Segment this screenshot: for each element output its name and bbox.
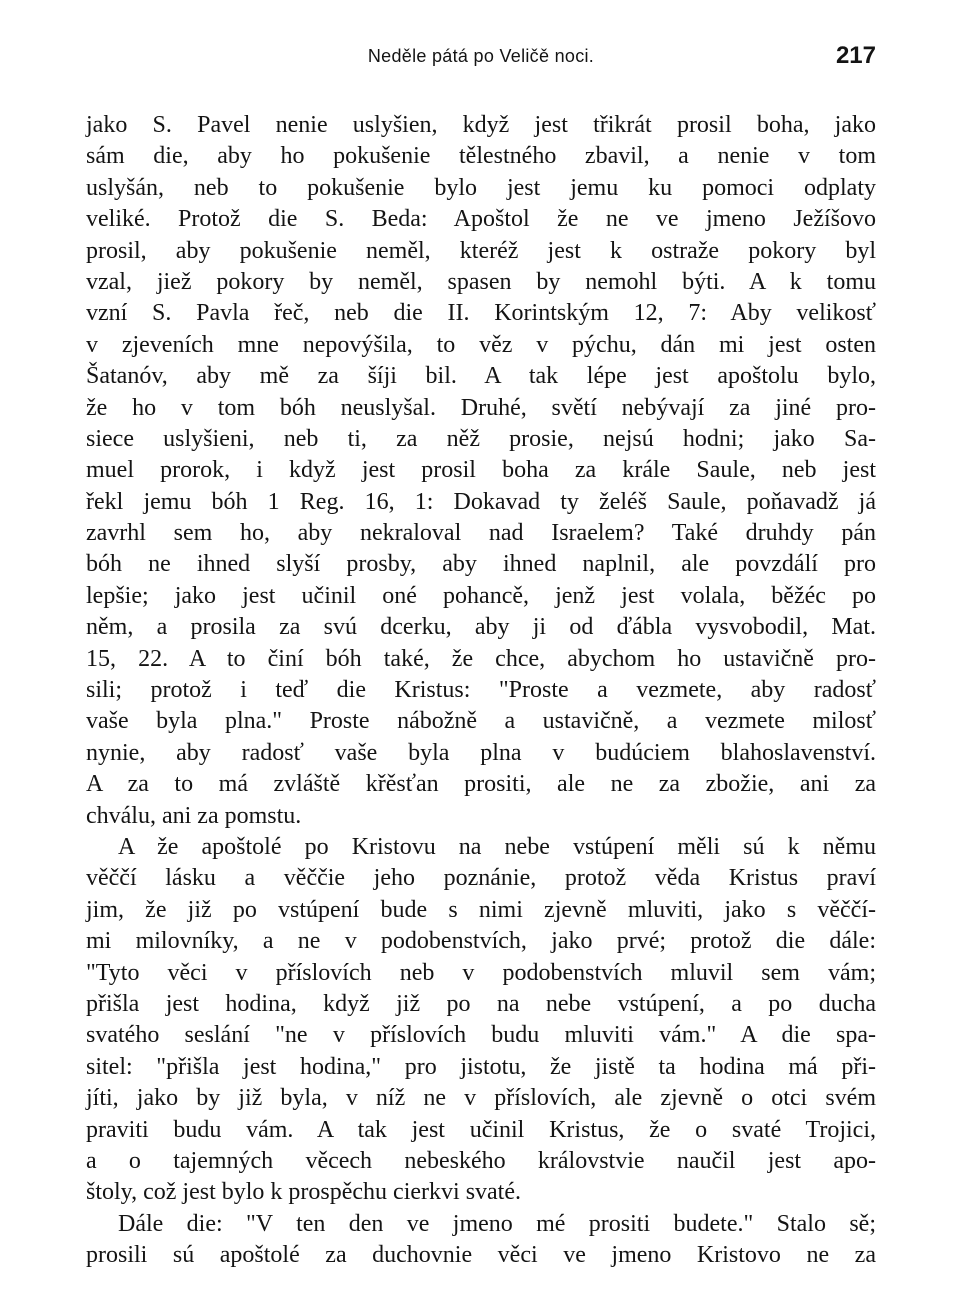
text-line: jíti, jako by již byla, v níž ne v příslovích, ale zjevně o otci svém <box>86 1085 876 1112</box>
text-line: chválu, ani za pomstu. <box>86 802 302 829</box>
text-line: lepšie; jako jest učinil oné pohancě, jenž jest volala, běžéc po <box>86 582 876 609</box>
text-line: A že apoštolé po Kristovu na nebe vstúpení měli sú k němu <box>118 833 876 860</box>
text-line: "Tyto věci v příslovích neb v podobenstvích mluvil sem vám; <box>86 959 876 986</box>
text-line: něm, a prosila za svú dcerku, aby ji od ďábla vysvobodil, Mat. <box>86 614 876 641</box>
text-line: veliké. Protož die S. Beda: Apoštol že ne ve jmeno Ježíšovo <box>86 206 876 233</box>
text-line: prosili sú apoštolé za duchovnie věci ve jmeno Kristovo ne za <box>86 1242 876 1269</box>
page-number: 217 <box>835 42 876 69</box>
text-line: A za to má zvláště křěsťan prositi, ale ne za zbožie, ani za <box>86 771 876 798</box>
text-line: mi milovníky, a ne v podobenstvích, jako prvé; protož die dále: <box>86 928 876 955</box>
text-line: štoly, což jest bylo k prospěchu cierkvi svaté. <box>86 1179 521 1206</box>
running-head <box>86 42 876 78</box>
body-text <box>86 110 876 1271</box>
text-line: přišla jest hodina, když již po na nebe vstúpení, a po ducha <box>86 990 876 1017</box>
text-line: uslyšán, neb to pokušenie bylo jest jemu ku pomoci odplaty <box>86 174 876 201</box>
text-line: Šatanóv, aby mě za šíji bil. A tak lépe jest apoštolu bylo, <box>86 363 876 390</box>
text-line: siece uslyšieni, neb ti, za něž prosie, nejsú hodni; jako Sa- <box>86 425 876 452</box>
text-line: Dále die: "V ten den ve jmeno mé prositi budete." Stalo sě; <box>118 1210 876 1237</box>
text-line: vzní S. Pavla řeč, neb die II. Korintským 12, 7: Aby velikosť <box>86 300 876 327</box>
text-line: 15, 22. A to činí bóh také, že chce, abychom ho ustavičně pro- <box>86 645 876 672</box>
text-line: věččí lásku a věččie jeho poznánie, protož věda Kristus praví <box>86 865 876 892</box>
paragraph <box>86 832 876 1209</box>
text-line: prosil, aby pokušenie neměl, kteréž jest k ostraže pokory byl <box>86 237 876 264</box>
text-line: svatého seslání "ne v příslovích budu mluviti vám." A die spa- <box>86 1022 876 1049</box>
text-line: sili; protož i teď die Kristus: "Proste a vezmete, aby radosť <box>86 677 876 704</box>
text-line: vzal, jiež pokory by neměl, spasen by nemohl býti. A k tomu <box>86 268 876 295</box>
paragraph <box>86 110 876 832</box>
text-line: zavrhl sem ho, aby nekraloval nad Israelem? Také druhdy pán <box>86 520 876 547</box>
text-line: muel prorok, i když jest prosil boha za krále Saule, neb jest <box>86 457 876 484</box>
text-line: a o tajemných věcech nebeského královstvie naučil jest apo- <box>86 1147 876 1174</box>
text-line: v zjeveních mne nepovýšila, to věz v pýchu, dán mi jest osten <box>86 331 876 358</box>
running-title: Neděle pátá po Veličě noci. <box>367 46 595 66</box>
text-line: řekl jemu bóh 1 Reg. 16, 1: Dokavad ty želéš Saule, poňavadž já <box>86 488 876 515</box>
text-line: praviti budu vám. A tak jest učinil Kristus, že o svaté Trojici, <box>86 1116 876 1143</box>
text-line: že ho v tom bóh neuslyšal. Druhé, světí nebývají za jiné pro- <box>86 394 876 421</box>
text-line: sitel: "přišla jest hodina," pro jistotu, že jistě ta hodina má při- <box>86 1053 876 1080</box>
text-line: jako S. Pavel nenie uslyšien, když jest třikrát prosil boha, jako <box>86 112 876 138</box>
paragraph <box>86 1209 876 1272</box>
text-line: vaše byla plna." Proste nábožně a ustavičně, a vezmete milosť <box>86 708 876 735</box>
text-line: bóh ne ihned slyší prosby, aby ihned naplnil, ale povzdálí pro <box>86 551 876 578</box>
text-line: nynie, aby radosť vaše byla plna v budúciem blahoslavenství. <box>86 739 876 766</box>
text-line: sám die, aby ho pokušenie tělestného zbavil, a nenie v tom <box>86 143 876 170</box>
text-line: jim, že již po vstúpení bude s nimi zjevně mluviti, jako s věččí- <box>86 896 876 923</box>
